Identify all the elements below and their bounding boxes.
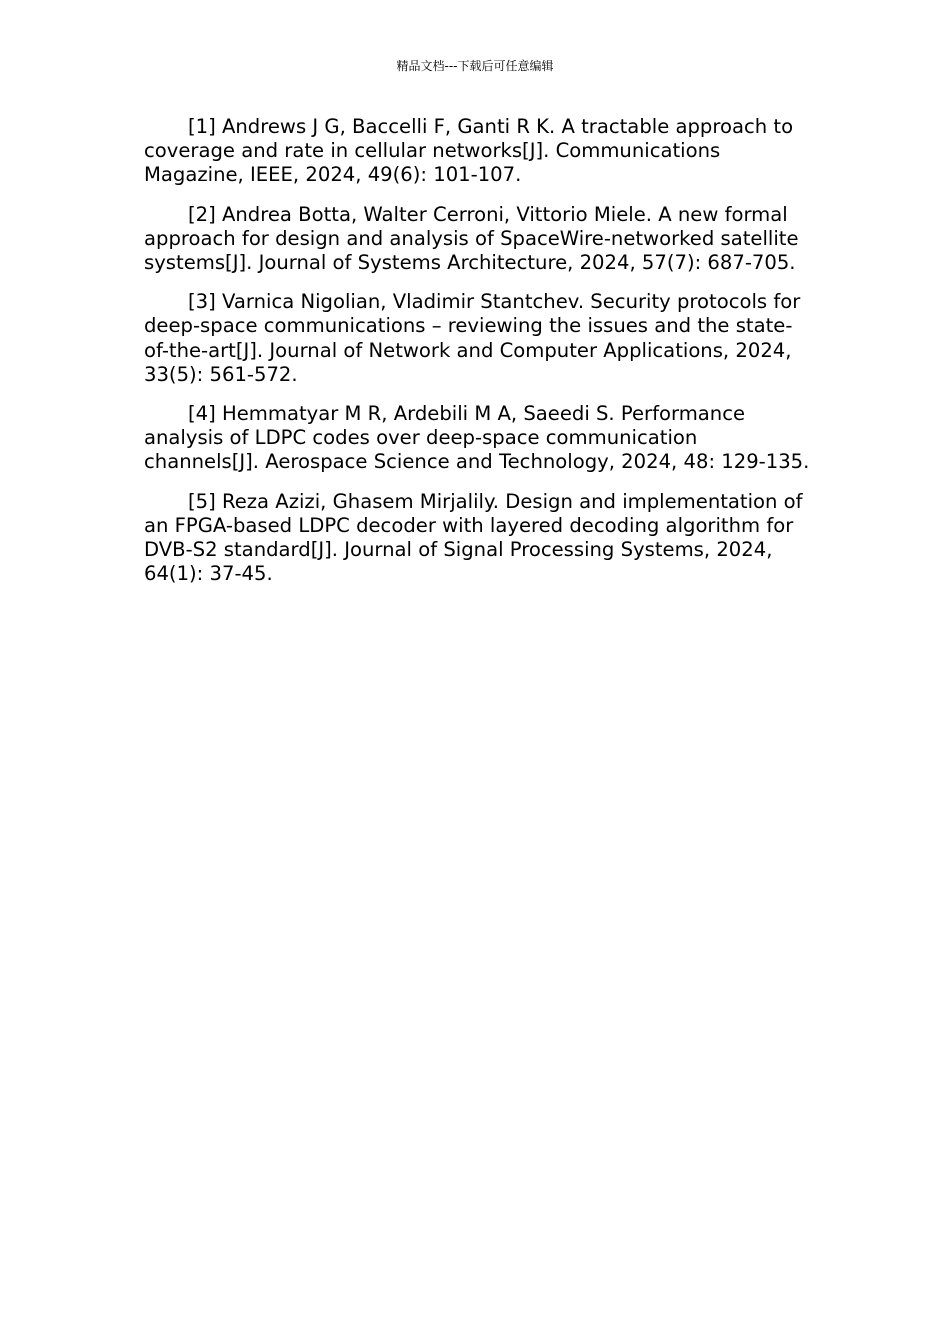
running-header: 精品文档---下载后可任意编辑 — [396, 59, 554, 73]
reference-item: [5] Reza Azizi, Ghasem Mirjalily. Design and implementation of an FPGA-based LDPC decoder with layered decoding algorithm for DVB-S2 standard[J]. Journal of Signal Processing Systems, 2024, 64(1): 37-45. — [144, 489, 803, 586]
reference-item: [4] Hemmatyar M R, Ardebili M A, Saeedi S. Performance analysis of LDPC codes over deep-space communication channels[J]. Aerospace Science and Technology, 2024, 48: 129-135. — [144, 402, 810, 474]
reference-list — [144, 115, 812, 601]
reference-item: [3] Varnica Nigolian, Vladimir Stantchev. Security protocols for deep-space communications – reviewing the issues and the state-of-the-art[J]. Journal of Network and Computer Applications, 2024, 33(5): 561-572. — [144, 290, 801, 386]
reference-item: [2] Andrea Botta, Walter Cerroni, Vittorio Miele. A new formal approach for design and analysis of SpaceWire-networked satellite systems[J]. Journal of Systems Architecture, 2024, 57(7): 687-705. — [144, 202, 799, 275]
reference-item: [1] Andrews J G, Baccelli F, Ganti R K. A tractable approach to coverage and rate in cellular networks[J]. Communications Magazine, IEEE, 2024, 49(6): 101-107. — [144, 115, 794, 187]
